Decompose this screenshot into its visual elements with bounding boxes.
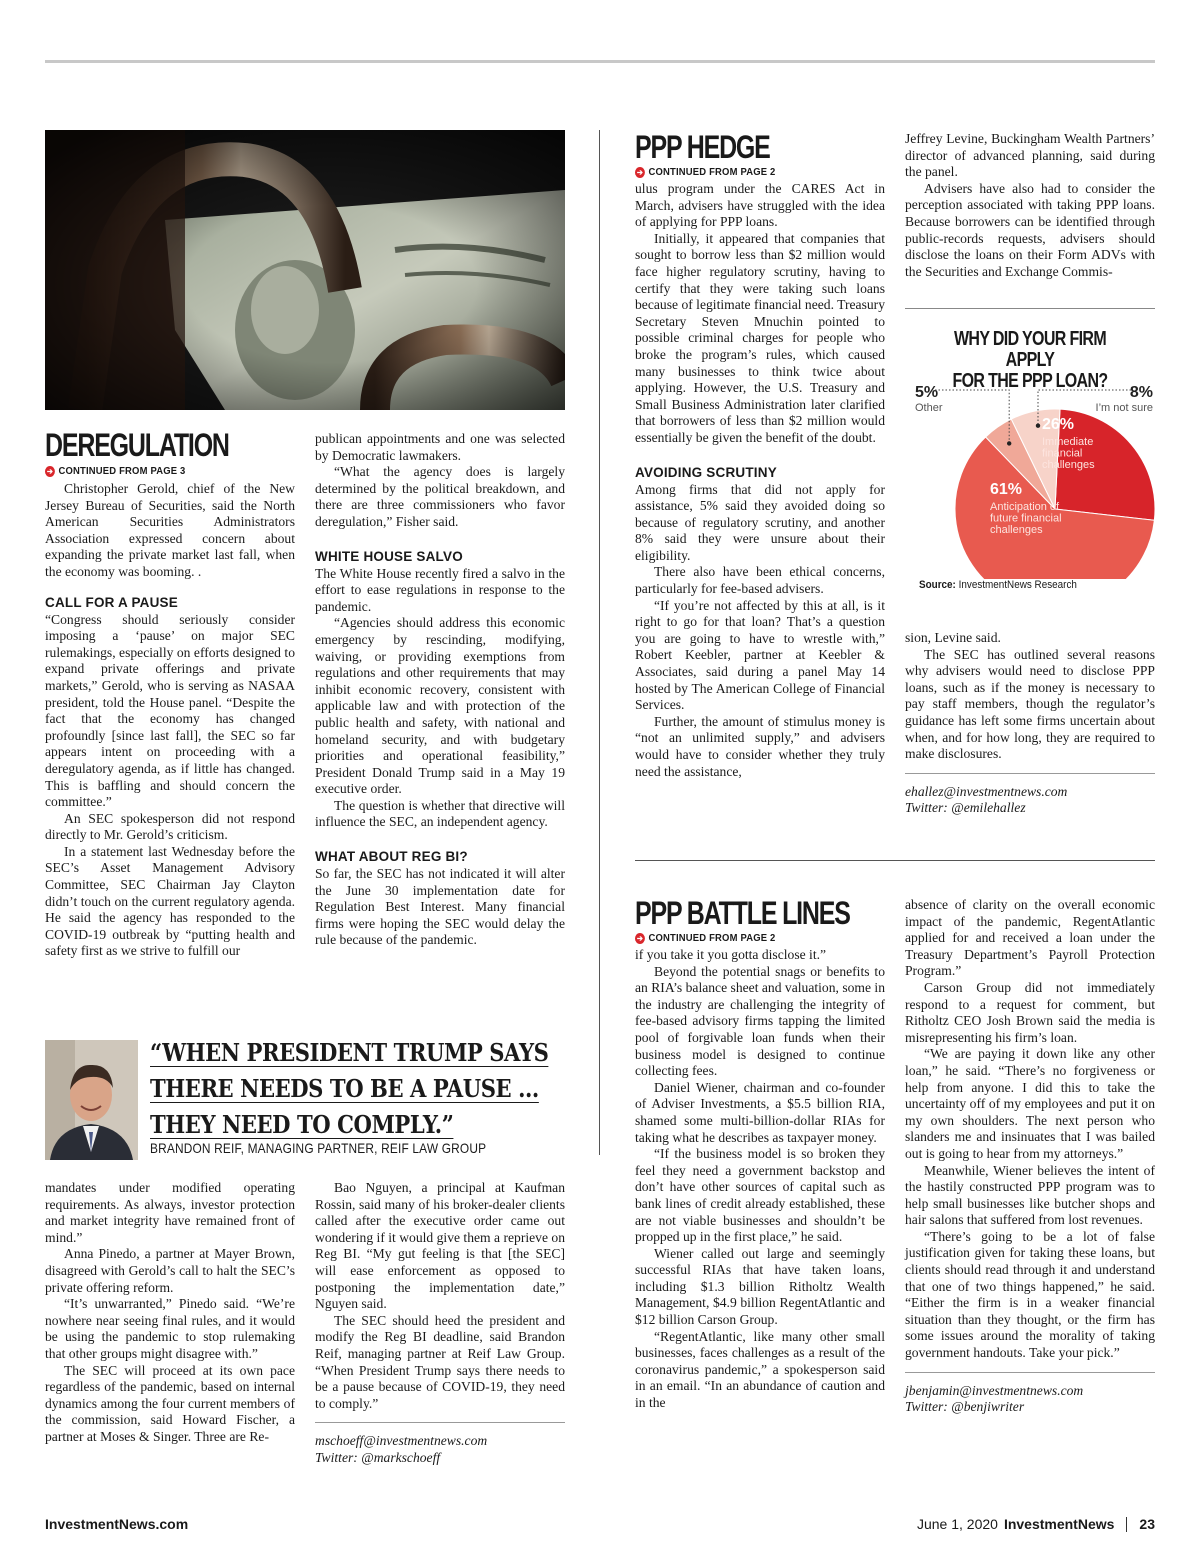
paragraph: There also have been ethical concerns, particularly for fee-based advisers. bbox=[635, 564, 885, 597]
column-divider bbox=[599, 130, 600, 1155]
subhead-reg-bi: WHAT ABOUT REG BI? bbox=[315, 849, 468, 865]
paragraph: Bao Nguyen, a principal at Kaufman Rossin, said many of his broker-dealer clients called after the executive order came out wondering if it would give them a reprieve on Reg BI. “My gut feeling is that [the SEC] will ease enforcement as opposed to postponing the implementation date,” Nguyen said. bbox=[315, 1180, 565, 1312]
paragraph: Wiener called out large and seemingly successful RIAs that have taken loans, including $1.3 billion Ritholtz Wealth Management, $4.9 billion RegentAtlantic and $12 billion Carson Group. bbox=[635, 1245, 885, 1328]
paragraph: The question is whether that directive will influence the SEC, an independent agency. bbox=[315, 797, 565, 830]
paragraph: The SEC will proceed at its own pace regardless of the pandemic, based on internal dynamics among the four current members of the commission, said Howard Fischer, a partner at Moses & Singer. Three are Re- bbox=[45, 1362, 295, 1444]
paragraph: sion, Levine said. bbox=[905, 630, 1001, 645]
footer-site-link[interactable]: InvestmentNews.com bbox=[45, 1516, 189, 1532]
section-divider bbox=[635, 860, 1155, 861]
leader-dot-other bbox=[1007, 441, 1011, 445]
subhead-avoiding-scrutiny: AVOIDING SCRUTINY bbox=[635, 464, 777, 480]
pie-chart bbox=[905, 379, 1155, 579]
deregulation-column-2-top bbox=[315, 431, 565, 949]
source-label: Source: bbox=[919, 579, 956, 591]
padlock-money-photo bbox=[45, 130, 565, 410]
slice-pct-label-0: 26% bbox=[1042, 416, 1075, 433]
chart-title-line-1: WHY DID YOUR FIRM APPLY bbox=[953, 328, 1107, 371]
footer-date: June 1, 2020 bbox=[916, 1516, 998, 1532]
chart-title-line-2: FOR THE PPP LOAN? bbox=[952, 370, 1108, 392]
paragraph: mandates under modified operating requirements. As always, investor protection and market integrity have remained front of mind.” bbox=[45, 1180, 295, 1245]
quote-line-1: “WHEN PRESIDENT TRUMP SAYS bbox=[150, 1038, 549, 1067]
paragraph: “Agencies should address this economic emergency by rescinding, modifying, waiving, or providing exemptions from regulations and other requirements that may inhibit economic recovery, consistent with applicable law and with protection of the public health and safety, with national and homeland security, and with budgetary priorities and operational feasibility,” President Donald Trump said in a May 19 executive order. bbox=[315, 615, 565, 797]
paragraph: Meanwhile, Wiener believes the intent of the hastily constructed PPP program was to help small businesses like butcher shops and hair salons that suffered from lost revenues. bbox=[905, 1162, 1155, 1228]
slice-text-label-3: I’m not sure bbox=[1095, 402, 1153, 414]
pull-quote bbox=[150, 1035, 603, 1143]
paragraph: Advisers have also had to consider the perception associated with taking PPP loans. Because borrowers can be identified through public-records requests, advisers should disclose the loans on their Form ADVs with the Securities and Exchange Commis- bbox=[905, 180, 1155, 279]
top-rule bbox=[45, 60, 1155, 63]
footer-folio bbox=[917, 1516, 1155, 1532]
quote-attribution: BRANDON REIF, MANAGING PARTNER, REIF LAW GROUP bbox=[150, 1140, 487, 1156]
continued-label bbox=[635, 932, 775, 944]
paragraph: “What the agency does is largely determined by the political breakdown, and there are three commissioners who favor deregulation,” Fisher said. bbox=[315, 464, 565, 529]
arrow-right-icon: ➔ bbox=[636, 167, 644, 177]
author-signature bbox=[905, 1372, 1155, 1416]
page-number: 23 bbox=[1139, 1516, 1155, 1532]
paragraph: In a statement last Wednesday before the SEC’s Asset Management Advisory Committee, SEC Chairman Jay Clayton didn’t touch on the current regulatory agenda. He said the agency has responded to the COVID-19 outbreak by “putting health and safety first as we strive to fulfill our bbox=[45, 843, 295, 959]
paragraph: Daniel Wiener, chairman and co-founder of Adviser Investments, a $5.5 billion RIA, shamed some multi-billion-dollar RIAs for taking what he describes as taxpayer money. bbox=[635, 1079, 885, 1145]
source-text: InvestmentNews Research bbox=[958, 579, 1077, 591]
ppp-reason-chart bbox=[905, 308, 1155, 609]
slice-text-label-2: Other bbox=[915, 402, 943, 414]
ppp-battle-column-2 bbox=[905, 897, 1155, 1416]
paragraph: The White House recently fired a salvo in the effort to ease regulations in response to the pandemic. bbox=[315, 565, 565, 614]
slice-pct-label-1: 61% bbox=[990, 481, 1023, 498]
headline-deregulation: DEREGULATION bbox=[45, 427, 229, 463]
paragraph: publican appointments and one was selected by Democratic lawmakers. bbox=[315, 431, 565, 463]
author-twitter: Twitter: @emilehallez bbox=[905, 800, 1026, 816]
author-email-link[interactable]: mschoeff@investmentnews.com bbox=[315, 1433, 488, 1449]
paragraph: “Congress should seriously consider imposing a ‘pause’ on major SEC rulemakings, especially on efforts designed to expand private offerings and private markets,” Gerold, who is serving as NASAA president, told the House panel. “Despite the fact that the economy has changed profoundly [since last fall], the SEC so far appears intent on proceeding with a deregulatory agenda, as if little has changed. This is baffling and should concern the committee.” bbox=[45, 611, 295, 810]
author-signature bbox=[315, 1422, 565, 1466]
continued-text: CONTINUED FROM PAGE 2 bbox=[648, 166, 776, 178]
quote-line-2: THERE NEEDS TO BE A PAUSE ... bbox=[150, 1074, 539, 1103]
paragraph: Carson Group did not immediately respond to a request for comment, but Ritholtz CEO Josh Brown said the media is misrepresenting his firm’s loan. bbox=[905, 979, 1155, 1045]
continued-label bbox=[45, 465, 185, 477]
deregulation-column-1-bottom bbox=[45, 1180, 295, 1446]
paragraph: The SEC should heed the president and modify the Reg BI deadline, said Brandon Reif, managing partner at Reif Law Group. “When President Trump says there needs to be a pause because of COVID-19, they need to comply.” bbox=[315, 1312, 565, 1411]
slice-pct-label-3: 8% bbox=[1129, 384, 1153, 401]
paragraph: “If you’re not affected by this at all, is it right to go for that loan? That’s a question you are going to have to wrestle with,” Robert Keebler, partner at Keebler & Associates, said during a panel May 14 hosted by The American College of Financial Services. bbox=[635, 597, 885, 713]
ppp-hedge-column-1 bbox=[635, 181, 885, 780]
author-signature bbox=[905, 773, 1155, 817]
author-twitter: Twitter: @markschoeff bbox=[315, 1449, 441, 1465]
arrow-right-icon: ➔ bbox=[46, 466, 54, 476]
headline-ppp-hedge: PPP HEDGE bbox=[635, 129, 770, 165]
paragraph: So far, the SEC has not indicated it will alter the June 30 implementation date for Regulation Best Interest. Many financial firms were hoping the SEC would delay the rule because of the pandemic. bbox=[315, 866, 565, 948]
paragraph: Anna Pinedo, a partner at Mayer Brown, disagreed with Gerold’s call to halt the SEC’s private offering reform. bbox=[45, 1246, 295, 1295]
brandon-reif-portrait bbox=[45, 1040, 138, 1160]
paragraph: ulus program under the CARES Act in March, advisers have struggled with the idea of applying for PPP loans. bbox=[635, 181, 885, 230]
paragraph: An SEC spokesperson did not respond directly to Mr. Gerold’s criticism. bbox=[45, 810, 295, 843]
ppp-hedge-column-2-top bbox=[905, 131, 1155, 280]
paragraph: Initially, it appeared that companies that sought to borrow less than $2 million would face higher regulatory scrutiny, having to certify that they were taking such loans because of legitimate financial need. Treasury Secretary Steven Mnuchin pointed to possible criminal charges for people who broke the program’s rules, which caused many businesses to think twice about applying. However, the U.S. Treasury and Small Business Administration later clarified that borrowers of less than $2 million would essentially be given the benefit of the doubt. bbox=[635, 230, 885, 445]
continued-text: CONTINUED FROM PAGE 3 bbox=[58, 465, 186, 477]
continued-text: CONTINUED FROM PAGE 2 bbox=[648, 932, 776, 944]
paragraph: Further, the amount of stimulus money is “not an unlimited supply,” and advisers would have to consider whether they truly need the assistance, bbox=[635, 713, 885, 779]
author-email-link[interactable]: jbenjamin@investmentnews.com bbox=[905, 1382, 1084, 1398]
paragraph: “RegentAtlantic, like many other small businesses, faces challenges as a result of the coronavirus pandemic,” a spokesperson said in an email. “In an abundance of caution and in the bbox=[635, 1328, 885, 1411]
subhead-call-for-pause: CALL FOR A PAUSE bbox=[45, 594, 178, 610]
footer-separator bbox=[1126, 1517, 1127, 1532]
ppp-hedge-column-2-bottom bbox=[905, 630, 1155, 817]
paragraph: “There’s going to be a lot of false justification given for taking these loans, but clients should read through it and understand that one of two things happened,” he said. “Either the firm is in a weaker financial situation than they thought, or the firm has some issues around the morality of taking government handouts. Take your pick.” bbox=[905, 1228, 1155, 1361]
slice-text-label-1: Anticipation of future financial challenges bbox=[990, 501, 1062, 537]
slice-text-label-0: Immediate financial challenges bbox=[1042, 436, 1095, 472]
author-twitter: Twitter: @benjiwriter bbox=[905, 1399, 1025, 1415]
deregulation-column-2-bottom bbox=[315, 1180, 565, 1467]
paragraph: absence of clarity on the overall economic impact of the pandemic, RegentAtlantic applied for and received a loan under the Treasury Department’s Payroll Protection Program.” bbox=[905, 897, 1155, 979]
paragraph: Beyond the potential snags or benefits to an RIA’s balance sheet and valuation, some in the industry are challenging the integrity of fee-based advisory firms tapping the limited pool of forgivable loan funds when their business model is designed to continue collecting fees. bbox=[635, 963, 885, 1079]
paragraph: “We are paying it down like any other loan,” he said. “There’s no forgiveness or help from anyone. I did this to take the uncertainty off of my employees and put it on my own shoulders. The next person who slanders me and insinuates that I was bailed out is going to hear from my attorneys.” bbox=[905, 1046, 1155, 1161]
subhead-white-house-salvo: WHITE HOUSE SALVO bbox=[315, 548, 463, 564]
paragraph: The SEC has outlined several reasons why advisers would need to disclose PPP loans, such as if the money is necessary to pay staff members, though the regulator’s guidance has left some firms uncertain about when, and for how long, they are required to make disclosures. bbox=[905, 646, 1155, 762]
paragraph: if you take it you gotta disclose it.” bbox=[635, 947, 827, 962]
quote-line-3: THEY NEED TO COMPLY.” bbox=[150, 1110, 454, 1139]
continued-label bbox=[635, 166, 775, 178]
paragraph: Jeffrey Levine, Buckingham Wealth Partners’ director of advanced planning, said during the panel. bbox=[905, 131, 1155, 180]
paragraph: “If the business model is so broken they feel they need a government backstop and don’t have other sources of capital such as bank lines of credit already established, these are not viable businesses and shouldn’t be propped up in the first place,” he said. bbox=[635, 1146, 885, 1245]
chart-source bbox=[919, 579, 1077, 591]
footer-brand: InvestmentNews bbox=[1003, 1516, 1115, 1532]
headline-ppp-battle-lines: PPP BATTLE LINES bbox=[635, 895, 850, 931]
paragraph: “It’s unwarranted,” Pinedo said. “We’re nowhere near seeing final rules, and it would be using the pandemic to stop rulemaking that other groups might disagree with.” bbox=[45, 1296, 295, 1361]
arrow-right-icon: ➔ bbox=[636, 933, 644, 943]
author-email-link[interactable]: ehallez@investmentnews.com bbox=[905, 783, 1068, 799]
deregulation-column-1-top bbox=[45, 481, 295, 960]
ppp-battle-column-1 bbox=[635, 947, 885, 1412]
leader-dot-not-sure bbox=[1036, 424, 1040, 428]
paragraph: Among firms that did not apply for assistance, 5% said they avoided doing so because of regulatory scrutiny, and another 8% said they were unsure about their eligibility. bbox=[635, 481, 885, 563]
paragraph: Christopher Gerold, chief of the New Jersey Bureau of Securities, said the North American Securities Administrators Association expressed concern about expanding the private market last fall, when the economy was booming. . bbox=[45, 481, 295, 579]
slice-pct-label-2: 5% bbox=[915, 384, 939, 401]
